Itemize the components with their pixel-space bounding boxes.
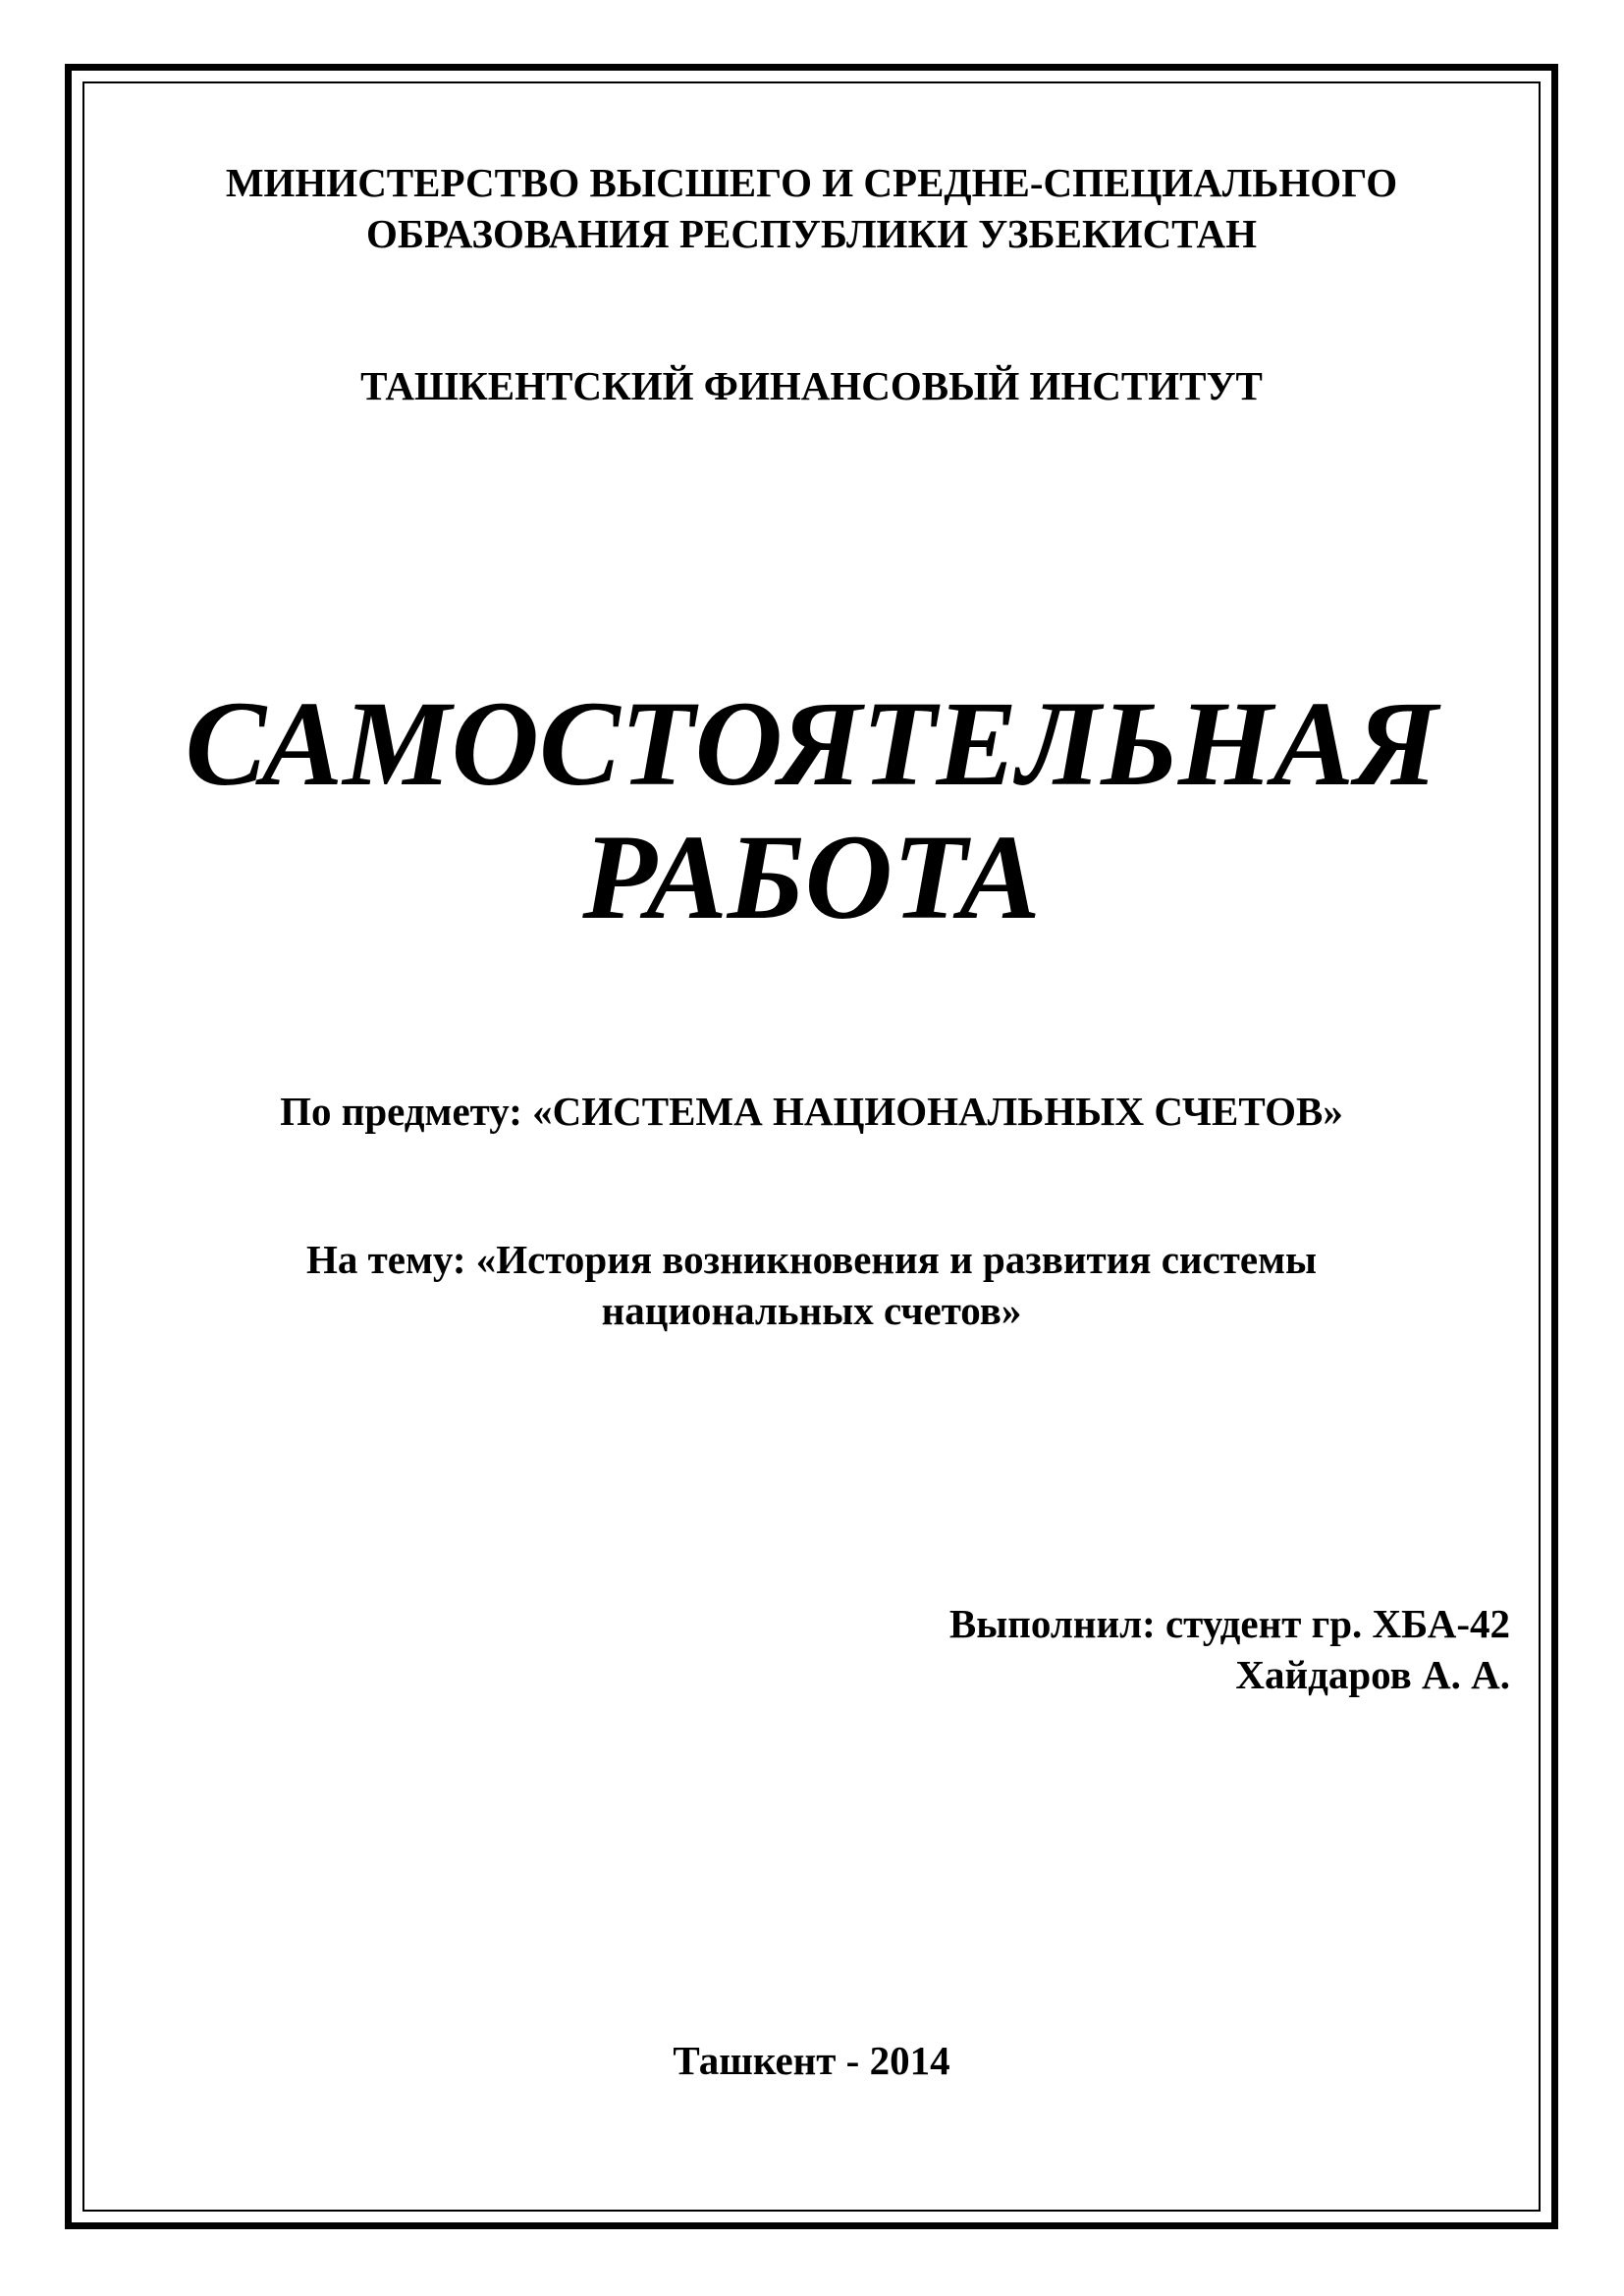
topic-line-2: национальных счетов» [601,1288,1022,1333]
subject-line: По предмету: «СИСТЕМА НАЦИОНАЛЬНЫХ СЧЕТОВ» [280,1089,1343,1134]
topic-block [94,1234,1529,1336]
document-title [94,677,1529,944]
author-line-1: Выполнил: студент гр. ХБА-42 [948,1601,1510,1646]
document-title-line-2: РАБОТА [582,810,1041,944]
author-block [687,1598,1510,1700]
ministry-line-1: МИНИСТЕРСТВО ВЫСШЕГО И СРЕДНЕ-СПЕЦИАЛЬНОГО [225,160,1398,205]
author-line-2: Хайдаров А. А. [1235,1652,1510,1697]
institute-heading: ТАШКЕНТСКИЙ ФИНАНСОВЫЙ ИНСТИТУТ [360,363,1263,408]
ministry-line-2: ОБРАЗОВАНИЯ РЕСПУБЛИКИ УЗБЕКИСТАН [366,211,1257,256]
ministry-heading [94,157,1529,259]
document-title-line-1: САМОСТОЯТЕЛЬНАЯ [185,676,1438,811]
city-year: Ташкент - 2014 [673,2038,950,2083]
topic-line-1: На тему: «История возникновения и развития системы [305,1237,1318,1282]
